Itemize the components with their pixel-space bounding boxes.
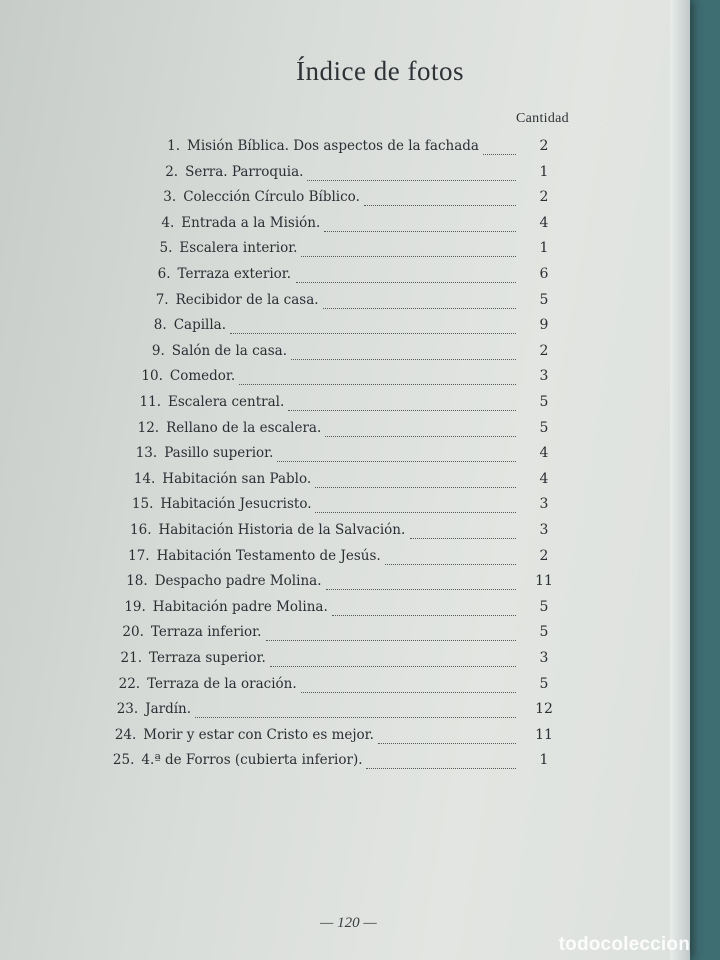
- index-entry: [0, 752, 690, 776]
- entry-number: 23.: [116, 701, 139, 718]
- index-entry: [0, 573, 690, 597]
- entry-number: 6.: [157, 266, 171, 282]
- dot-leader: [366, 754, 516, 769]
- entry-quantity: 9: [539, 317, 549, 334]
- entry-quantity: 4: [539, 445, 549, 462]
- entry-number: 16.: [130, 522, 152, 538]
- entry-number: 8.: [153, 317, 167, 334]
- entry-quantity: 3: [539, 650, 549, 666]
- dot-leader: [324, 217, 516, 232]
- dot-leader: [323, 294, 516, 309]
- dot-leader: [326, 575, 516, 590]
- index-entry: [0, 394, 690, 418]
- dot-leader: [378, 729, 516, 744]
- dot-leader: [296, 268, 516, 283]
- entry-label: Habitación Jesucristo.: [160, 496, 312, 513]
- entry-label: 4.ª de Forros (cubierta inferior).: [141, 752, 363, 769]
- entry-label: Morir y estar con Cristo es mejor.: [143, 726, 374, 743]
- entry-number: 1.: [167, 138, 180, 154]
- entry-quantity: 5: [539, 419, 549, 436]
- index-entry: [0, 420, 690, 444]
- index-entry: [0, 548, 690, 572]
- entry-label: Escalera interior.: [179, 240, 298, 257]
- entry-label: Habitación padre Molina.: [152, 598, 328, 615]
- dot-leader: [230, 319, 516, 334]
- entry-label: Colección Círculo Bíblico.: [183, 189, 360, 206]
- dot-leader: [277, 447, 516, 462]
- entry-quantity: 2: [539, 342, 549, 359]
- dot-leader: [301, 678, 516, 693]
- dot-leader: [385, 550, 516, 565]
- entry-quantity: 11: [535, 573, 553, 590]
- entry-number: 19.: [124, 598, 146, 615]
- entry-number: 20.: [122, 624, 144, 641]
- entry-number: 5.: [159, 240, 173, 257]
- quantity-column-header: Cantidad: [516, 111, 569, 126]
- dot-leader: [410, 524, 516, 539]
- entry-quantity: 6: [539, 266, 549, 282]
- entry-quantity: 2: [539, 189, 549, 206]
- index-entry: [0, 164, 690, 188]
- entry-label: Recibidor de la casa.: [175, 291, 319, 308]
- dot-leader: [301, 242, 516, 257]
- index-entry: [0, 215, 690, 239]
- dot-leader: [195, 703, 516, 718]
- entry-label: Habitación Historia de la Salvación.: [158, 522, 406, 538]
- index-entry: [0, 650, 690, 674]
- entry-quantity: 4: [539, 470, 549, 487]
- entry-quantity: 1: [539, 163, 549, 180]
- index-entry: [0, 727, 690, 751]
- index-entry: [0, 368, 690, 392]
- index-entry: [0, 317, 690, 341]
- entry-number: 2.: [165, 163, 179, 180]
- entry-number: 14.: [133, 470, 156, 487]
- index-entry: [0, 599, 690, 623]
- entry-number: 22.: [118, 675, 141, 692]
- entry-quantity: 3: [539, 522, 549, 538]
- index-entry: [0, 138, 690, 162]
- dot-leader: [270, 652, 516, 667]
- index-entry: [0, 445, 690, 469]
- index-entry: [0, 292, 690, 316]
- entry-quantity: 3: [539, 496, 549, 513]
- entry-label: Rellano de la escalera.: [166, 419, 322, 436]
- entry-label: Capilla.: [173, 317, 226, 334]
- entry-number: 17.: [128, 547, 150, 564]
- entry-label: Entrada a la Misión.: [181, 214, 321, 231]
- entry-quantity: 11: [535, 726, 553, 743]
- dot-leader: [364, 191, 516, 206]
- entry-number: 18.: [126, 573, 148, 590]
- dot-leader: [266, 626, 516, 641]
- index-entry: [0, 522, 690, 546]
- entry-number: 13.: [135, 445, 158, 462]
- entry-quantity: 12: [535, 701, 553, 718]
- entry-quantity: 5: [539, 675, 549, 692]
- entry-quantity: 5: [539, 394, 549, 410]
- entry-label: Terraza exterior.: [177, 266, 292, 282]
- entry-label: Terraza de la oración.: [147, 675, 297, 692]
- page-number: — 120 —: [320, 915, 377, 931]
- entry-label: Escalera central.: [168, 394, 285, 410]
- entry-number: 9.: [151, 342, 165, 359]
- dot-leader: [325, 422, 516, 437]
- index-entry: [0, 240, 690, 264]
- entry-label: Habitación san Pablo.: [162, 470, 312, 487]
- watermark-logo: todocoleccion: [558, 934, 690, 955]
- dot-leader: [315, 498, 516, 513]
- entry-label: Terraza inferior.: [150, 624, 262, 641]
- index-entry: [0, 189, 690, 213]
- entry-number: 3.: [163, 189, 177, 206]
- dot-leader: [332, 601, 516, 616]
- entry-quantity: 5: [539, 291, 549, 308]
- entry-label: Misión Bíblica. Dos aspectos de la fachada: [187, 138, 479, 154]
- entry-number: 24.: [114, 726, 137, 743]
- entry-label: Terraza superior.: [149, 650, 266, 666]
- entry-label: Jardín.: [145, 701, 192, 718]
- page-title: Índice de fotos: [296, 56, 464, 86]
- dot-leader: [483, 140, 516, 155]
- dot-leader: [307, 166, 516, 181]
- entry-quantity: 1: [539, 240, 549, 257]
- index-entry: [0, 701, 690, 725]
- entry-quantity: 5: [539, 624, 549, 641]
- entry-number: 4.: [161, 214, 175, 231]
- entry-quantity: 3: [539, 368, 549, 385]
- index-entry: [0, 624, 690, 648]
- entry-number: 11.: [139, 394, 161, 410]
- dot-leader: [288, 396, 516, 411]
- entry-quantity: 1: [539, 752, 549, 769]
- dot-leader: [239, 370, 516, 385]
- entry-label: Salón de la casa.: [171, 342, 287, 359]
- entry-label: Pasillo superior.: [164, 445, 274, 462]
- index-entry: [0, 266, 690, 290]
- index-entry: [0, 676, 690, 700]
- entry-label: Comedor.: [169, 368, 236, 385]
- entry-label: Serra. Parroquia.: [185, 163, 304, 180]
- entry-quantity: 2: [539, 547, 549, 564]
- index-entry: [0, 496, 690, 520]
- index-entry: [0, 471, 690, 495]
- entry-number: 25.: [112, 752, 135, 769]
- entry-number: 15.: [131, 496, 154, 513]
- entry-quantity: 2: [539, 138, 549, 154]
- entry-number: 10.: [141, 368, 163, 385]
- entry-quantity: 4: [539, 214, 549, 231]
- dot-leader: [315, 473, 516, 488]
- index-entry: [0, 343, 690, 367]
- entry-number: 12.: [137, 419, 160, 436]
- entry-label: Habitación Testamento de Jesús.: [156, 547, 381, 564]
- dot-leader: [291, 345, 516, 360]
- entry-number: 7.: [155, 291, 169, 308]
- entry-quantity: 5: [539, 598, 549, 615]
- entry-number: 21.: [120, 650, 142, 666]
- entry-label: Despacho padre Molina.: [154, 573, 322, 590]
